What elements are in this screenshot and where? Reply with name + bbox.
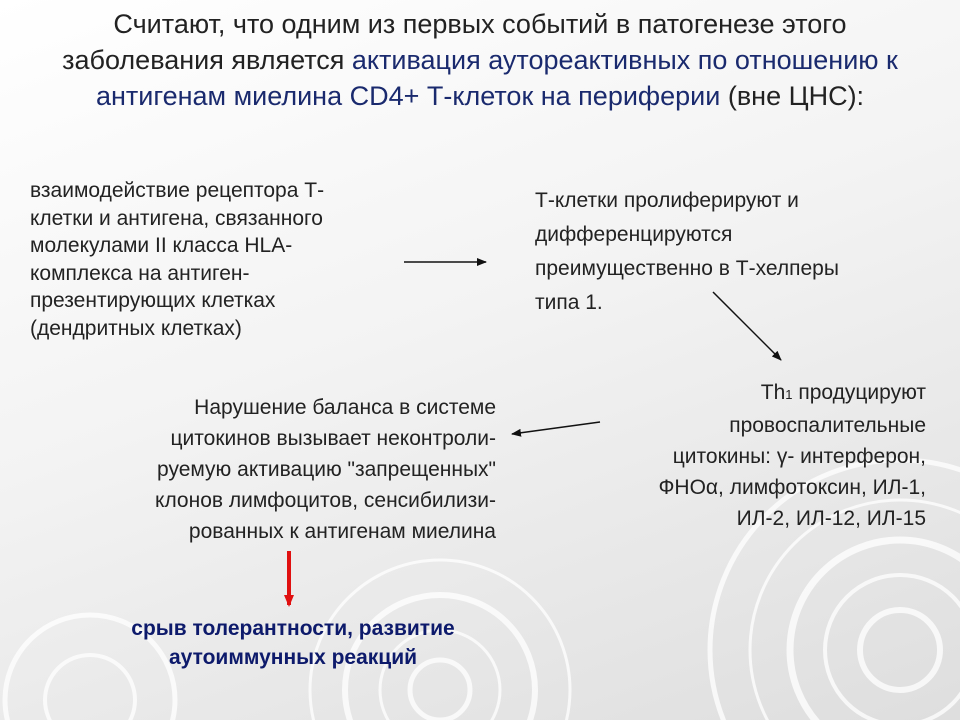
step1-line: комплекса на антиген- [30,261,250,285]
step2-line: дифференцируются [535,223,733,246]
step3-line1-rest: продуцируют [792,381,926,404]
title-part1: Считают, что одним из первых событий в патогенезе этого заболевания является [62,9,847,75]
step4-line: Нарушение баланса в системе [194,396,496,419]
arrow-step2-to-step3 [713,292,781,360]
outcome-line: аутоиммунных реакций [168,646,418,669]
step4-line: руемую активацию "запрещенных" [157,458,496,481]
step1-line: (дендритных клетках) [30,316,242,340]
step3-line: провоспалительные [729,414,926,437]
step1-line: молекулами II класса HLA- [30,234,293,257]
step1-line: взаимодействие рецептора Т- [30,179,325,202]
step3-line: ФНОα, лимфотоксин, ИЛ-1, [658,476,926,499]
step2-line: преимущественно в Т-хелперы [535,257,839,280]
step2-line: Т-клетки пролиферируют и [535,189,799,212]
th-subscript: 1 [785,387,793,402]
step2-line: типа 1. [535,291,603,314]
step4-line: рованных к антигенам миелина [188,520,496,543]
outcome-line: срыв толерантности, развитие [131,617,455,640]
step4-line: цитокинов вызывает неконтроли- [170,427,496,450]
th-label: Th [760,381,786,404]
step1-line: презентирующих клетках [30,289,276,312]
step3-line: цитокины: γ- интерферон, [672,445,926,468]
title-highlight: активация аутореактивных по отношению к антигенам миелина CD4+ Т-клеток на периферии [95,45,898,111]
step1-line: клетки и антигена, связанного [30,206,323,230]
arrow-step3-to-step4 [512,422,600,434]
title-part2: (вне ЦНС): [720,81,865,111]
step4-line: клонов лимфоцитов, сенсибилизи- [155,489,496,512]
step3-line: ИЛ-2, ИЛ-12, ИЛ-15 [736,507,926,530]
